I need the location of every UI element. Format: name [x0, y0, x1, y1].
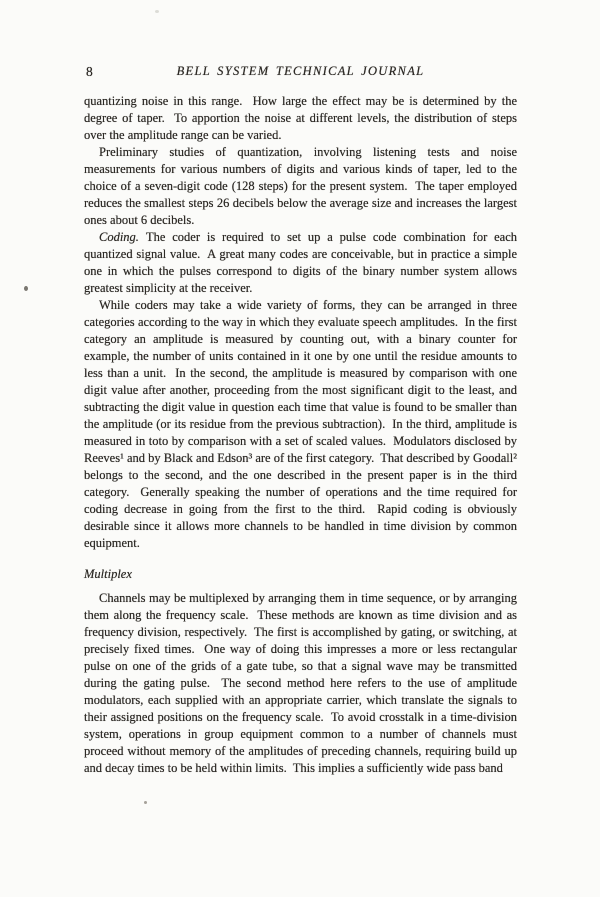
paragraph-multiplex-channels: Channels may be multiplexed by arranging them in time sequence, or by arranging them along the frequency scale. These methods are known as time division and as frequency division, respectively. The first is accomplished by gating, or switching, at precisely fixed times. One way of doing this impresses a more or less rectangular pulse on one of the grids of a gate tube, so that a signal wave may be transmitted during the gating pulse. The second method here refers to the use of amplitude modulators, each supplied with an appropriate carrier, which translate the signals to their assigned positions on the frequency scale. To avoid crosstalk in a time-division system, operations in group equipment common to a number of channels must proceed without memory of the amplitudes of preceding channels, requiring build up and decay times to be held within limits. This implies a sufficiently wide pass band	[84, 591, 521, 775]
paragraph-coder-categories: While coders may take a wide variety of forms, they can be arranged in three categories according to the way in which they evaluate speech amplitudes. In the first category an amplitude is measured by counting out, with a binary counter for example, the number of units contained in it one by one until the residue amounts to less than a unit. In the second, the amplitude is measured by comparison with one digit value after another, proceeding from the most significant digit to the least, and subtracting the digit value in question each time that value is found to be smaller than the amplitude (or its residue from the previous subtraction). In the third, amplitude is measured in toto by comparison with a set of scaled values. Modulators disclosed by Reeves¹ and by Black and Edson³ are of the first category. That described by Goodall² belongs to the second, and the one described in the present paper is in the third category. Generally speaking the number of operations and the time required for coding decrease in going from the first to the third. Rapid coding is obviously desirable since it allows more channels to be handled in time division by common equipment.	[84, 298, 521, 550]
body-text	[84, 93, 521, 777]
print-speck	[155, 10, 159, 13]
section-heading-multiplex: Multiplex	[84, 567, 132, 581]
paragraph-quantizing-noise: quantizing noise in this range. How large the effect may be is determined by the degree of taper. To apportion the noise at different levels, the distribution of steps over the amplitude range can be varied.	[84, 94, 521, 142]
paragraph-coding	[84, 229, 521, 297]
paragraph-preliminary-studies: Preliminary studies of quantization, involving listening tests and noise measurements for various numbers of digits and various kinds of taper, led to the choice of a seven-digit code (128 steps) for the present system. The taper employed reduces the smallest steps 26 decibels below the average size and increases the largest ones about 6 decibels.	[84, 145, 521, 227]
journal-title: BELL SYSTEM TECHNICAL JOURNAL	[176, 64, 425, 78]
print-speck	[24, 286, 28, 291]
paragraph-coding-text: The coder is required to set up a pulse code combination for each quantized signal value. A great many codes are conceivable, but in practice a simple one in which the pulses correspond to digits of the binary number system allows greatest simplicity at the receiver.	[84, 230, 521, 295]
paragraph-lead-italic: Coding.	[99, 230, 139, 244]
running-head	[84, 64, 517, 80]
print-speck	[144, 801, 147, 804]
page-number: 8	[86, 64, 94, 79]
